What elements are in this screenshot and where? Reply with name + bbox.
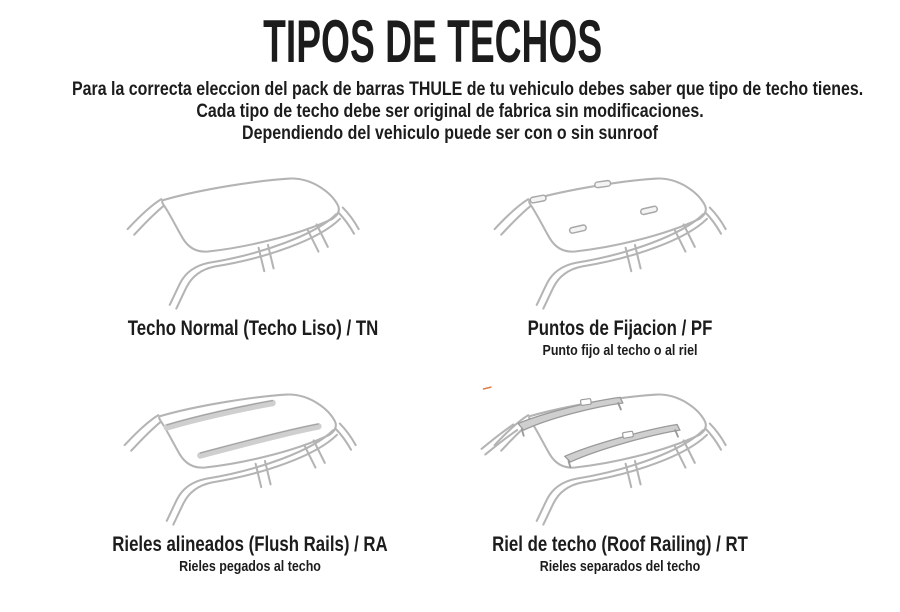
smooth-roof-illustration — [103, 158, 403, 317]
roof-type-card-ra — [70, 374, 430, 575]
orange-mark-artifact — [483, 387, 490, 389]
fixed-points-roof-illustration — [470, 158, 770, 317]
roof-types-infographic — [0, 8, 900, 612]
roof-type-caption-pf — [440, 317, 800, 359]
intro-line-2: Cada tipo de techo debe ser original de fabrica sin modificaciones. — [196, 101, 704, 122]
roof-type-sublabel: Rieles pegados al techo — [179, 558, 321, 575]
roof-type-label: Riel de techo (Roof Railing) / RT — [492, 533, 748, 556]
roof-type-caption-ra — [70, 533, 430, 575]
roof-type-label: Techo Normal (Techo Liso) / TN — [127, 317, 379, 340]
roof-type-label: Puntos de Fijacion / PF — [527, 317, 713, 340]
flush-rails-roof-illustration — [100, 374, 400, 533]
roof-type-card-rt — [440, 374, 800, 575]
roof-type-sublabel: Punto fijo al techo o al riel — [542, 342, 698, 359]
roof-type-sublabel: Rieles separados del techo — [539, 558, 701, 575]
roof-type-card-pf — [440, 158, 800, 359]
page-title: TIPOS DE TECHOS — [263, 8, 603, 75]
intro-line-1: Para la correcta eleccion del pack de barras THULE de tu vehiculo debes saber que tipo de techo tienes. — [72, 79, 864, 100]
roof-type-caption-rt — [440, 533, 800, 575]
intro-text — [0, 79, 900, 145]
roof-type-card-tn — [73, 158, 433, 342]
intro-line-3: Dependiendo del vehiculo puede ser con o sin sunroof — [242, 123, 658, 144]
roof-type-caption-tn — [73, 317, 433, 340]
raised-rails-roof-illustration — [470, 374, 770, 533]
roof-type-label: Rieles alineados (Flush Rails) / RA — [112, 533, 388, 556]
